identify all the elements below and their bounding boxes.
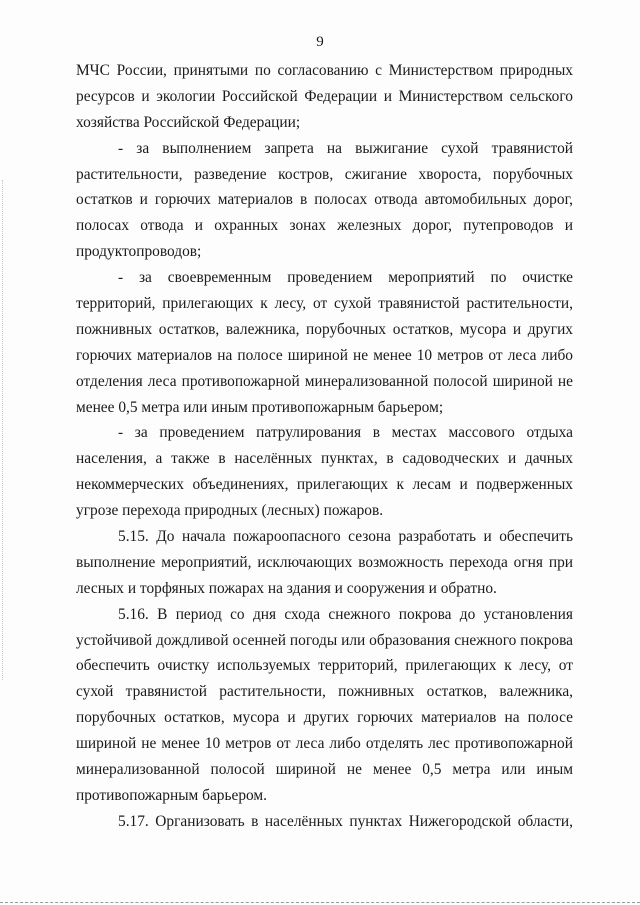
text-line: угрозе перехода природных (лесных) пожаров. <box>76 502 384 520</box>
text-line: - за проведением патрулирования в местах массового отдыха <box>118 424 573 442</box>
text-line: остатков и горючих материалов в полосах отвода автомобильных дорог, <box>76 191 573 209</box>
text-line: горючих материалов на полосе шириной не менее 10 метров от леса либо <box>76 346 573 364</box>
text-line: минерализованной полосой шириной не менее 0,5 метра или иным <box>76 761 573 779</box>
page-number: 9 <box>316 34 324 50</box>
text-line: населения, а также в населённых пунктах, в садоводческих и дачных <box>76 450 573 468</box>
text-line: устойчивой дождливой осенней погоды или образования снежного покрова <box>76 631 573 649</box>
text-line: продуктопроводов; <box>76 243 202 261</box>
text-line: менее 0,5 метра или иным противопожарным барьером; <box>76 398 444 416</box>
text-line: порубочных остатков, мусора и других горючих материалов на полосе <box>76 709 573 727</box>
text-line: полосах отвода и охранных зонах железных дорог, путепроводов и <box>76 217 573 235</box>
text-line: - за выполнением запрета на выжигание сухой травянистой <box>118 139 573 157</box>
text-line: отделения леса противопожарной минерализованной полосой шириной не <box>76 372 573 390</box>
document-body <box>76 58 573 835</box>
text-line: хозяйства Российской Федерации; <box>76 113 301 131</box>
text-line: противопожарным барьером. <box>76 786 268 804</box>
text-line: 5.17. Организовать в населённых пунктах Нижегородской области, <box>118 812 573 830</box>
text-line: МЧС России, принятыми по согласованию с Министерством природных <box>76 62 573 79</box>
text-line: выполнение мероприятий, исключающих возможность перехода огня при <box>76 553 573 571</box>
text-line: обеспечить очистку используемых территорий, прилегающих к лесу, от <box>76 657 573 675</box>
text-line: лесных и торфяных пожарах на здания и сооружения и обратно. <box>76 579 497 597</box>
text-line: - за своевременным проведением мероприятий по очистке <box>118 269 573 287</box>
text-line: 5.15. До начала пожароопасного сезона разработать и обеспечить <box>118 528 573 546</box>
text-line: шириной не менее 10 метров от леса либо отделять лес противопожарной <box>76 735 573 753</box>
text-line: ресурсов и экологии Российской Федерации и Министерством сельского <box>76 87 573 105</box>
text-line: некоммерческих объединениях, прилегающих к лесам и подверженных <box>76 476 573 494</box>
page-bottom-edge <box>0 902 640 903</box>
text-line: территорий, прилегающих к лесу, от сухой травянистой растительности, <box>76 295 573 313</box>
text-line: пожнивных остатков, валежника, порубочных остатков, мусора и других <box>76 320 573 338</box>
text-line: растительности, разведение костров, сжигание хвороста, порубочных <box>76 165 573 183</box>
scan-edge-marks <box>2 180 5 680</box>
text-line: 5.16. В период со дня схода снежного покрова до установления <box>118 605 573 623</box>
text-line: сухой травянистой растительности, пожнивных остатков, валежника, <box>76 683 573 701</box>
